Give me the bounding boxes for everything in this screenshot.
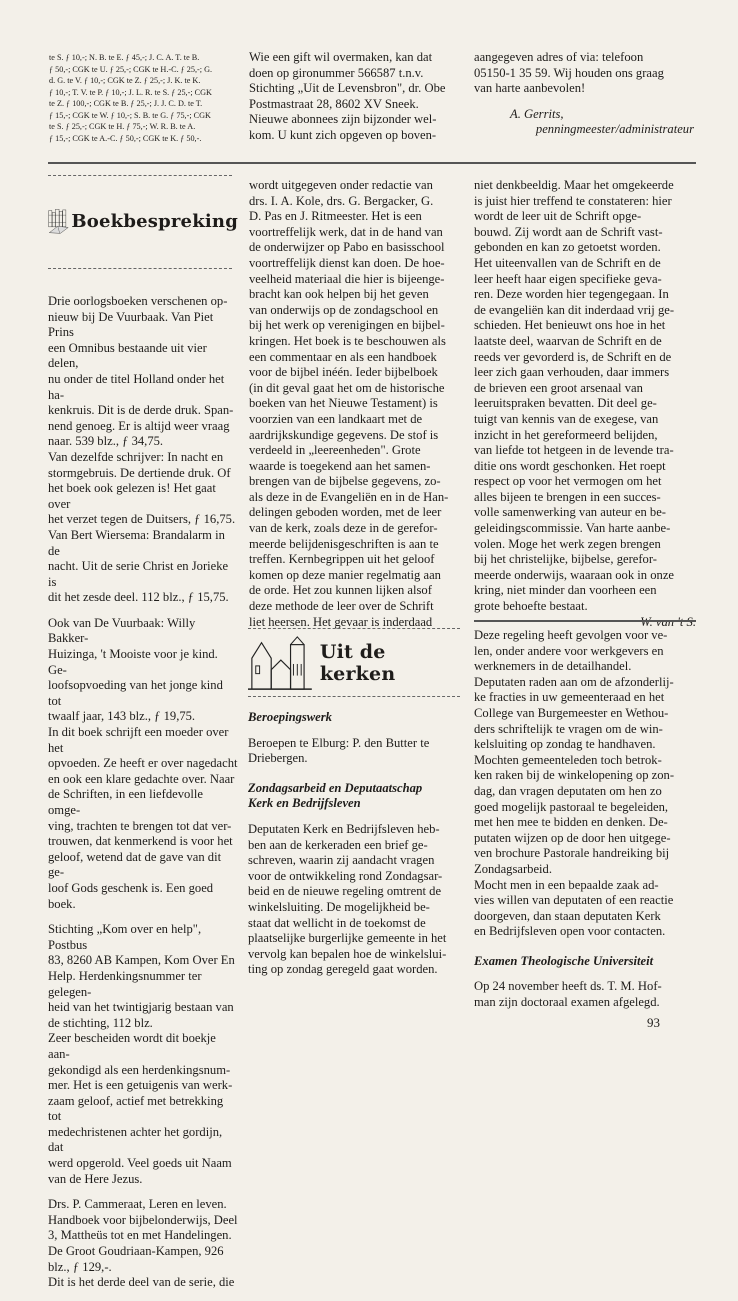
text-line: kenkruis. Dit is de derde druk. Span- xyxy=(48,403,234,418)
text-line: loof Gods geschenk is. Een goed boek. xyxy=(48,880,214,911)
text-line: delingen geboden worden, met de leer xyxy=(249,505,442,520)
donation-line: ƒ 50,-; CGK te U. ƒ 25,-; CGK te H.-C. ƒ 25,-; G. xyxy=(49,64,213,74)
kerken-rule-top xyxy=(248,628,460,629)
text-line: bij het werk op verenigingen en bijbel- xyxy=(249,318,445,333)
text-line: wordt uitgegeven onder redactie van xyxy=(249,178,433,192)
text-line: Mochten gemeenteleden toch betrok- xyxy=(474,752,662,767)
text-line: nu onder de titel Holland onder het ha- xyxy=(48,371,225,402)
text-line: vervolg kan bepalen hoe de winkelslui- xyxy=(248,946,447,961)
text-line: doorgeven, dan staan deputaten Kerk xyxy=(474,908,661,923)
text-line: alles bijeen te brengen in een succes- xyxy=(474,489,661,504)
text-line: de brieven een groot arsenaal van xyxy=(474,380,643,395)
text-line: ben aan de kerkeraden een brief ge- xyxy=(248,837,428,852)
text-line: geleidingscommissie. Van harte aanbe- xyxy=(474,521,671,536)
text-line: In dit boek schrijft een moeder over het xyxy=(48,725,229,755)
boekbespreking-header xyxy=(48,180,238,262)
text-line: een commentaar en als een handboek xyxy=(249,349,437,364)
text-line: drs. I. A. Kole, drs. G. Bergacker, G. xyxy=(249,193,434,208)
giro-notice xyxy=(249,50,464,144)
text-line: Zeer bescheiden wordt dit boekje aan- xyxy=(48,1031,216,1061)
text-line: ven brochure Pastorale handreiking bij xyxy=(474,846,670,861)
text-line: winkelsluiting. De mogelijkheid be- xyxy=(248,899,430,914)
text-line: man zijn doctoraal examen afgelegd. xyxy=(474,995,660,1010)
header-rule-top xyxy=(48,175,232,176)
text-line: ke fracties in uw gemeenteraad en het xyxy=(474,690,665,705)
text-line: ving, trachten te brengen tot dat ver- xyxy=(48,818,232,833)
text-line: inzicht in het gereformeerd belijden, xyxy=(474,427,658,442)
section-title-kerken: Uit de kerken xyxy=(319,641,396,685)
text-line: met hen mee te bidden en denken. De- xyxy=(474,815,668,830)
text-line: Ook van De Vuurbaak: Willy Bakker- xyxy=(48,615,196,646)
text-line: kelsluiting op zondag te handhaven. xyxy=(474,737,656,752)
text-line: aangegeven adres of via: telefoon xyxy=(474,50,644,64)
subheading-zondagsarbeid-1: Zondagsarbeid en Deputaatschap xyxy=(248,780,423,795)
text-line: de Schriften, in een liefdevolle omge- xyxy=(48,787,203,817)
text-line: 05150-1 35 59. Wij houden ons graag xyxy=(474,65,664,80)
text-line: 83, 8260 AB Kampen, Kom Over En xyxy=(48,953,235,968)
text-line: Deze regeling heeft gevolgen voor ve- xyxy=(474,628,668,642)
donation-line: te Z. ƒ 100,-; CGK te B. ƒ 25,-; J. J. C. D. te T. xyxy=(49,99,203,108)
text-line: Het uiteenvallen van de Schrift en de xyxy=(474,255,661,270)
donation-list xyxy=(49,52,239,144)
text-line: meerde belijdenisgeschriften is aan te xyxy=(249,536,439,551)
text-line: leer heeft haar eigen specifieke geva- xyxy=(474,271,662,286)
text-line: bracht kan ook helpen bij het geven xyxy=(249,287,429,302)
text-line: liet heersen. Het gevaar is inderdaad xyxy=(249,614,433,629)
kerken-right-column xyxy=(474,628,696,1011)
text-line: kom. U kunt zich opgeven op boven- xyxy=(249,127,437,142)
text-line: dag, dan vragen deputaten om hen zo xyxy=(474,783,662,798)
text-line: Van dezelfde schrijver: In nacht en xyxy=(48,449,224,464)
text-line: nieuw bij De Vuurbaak. Van Piet Prins xyxy=(48,309,214,340)
contact-notice xyxy=(474,50,694,138)
church-icon xyxy=(248,634,312,692)
text-line: de orde. Het zou kunnen lijken alsof xyxy=(249,583,432,598)
text-line: volen. Moge het werk zegen brengen xyxy=(474,536,661,551)
subheading-zondagsarbeid-2: Kerk en Bedrijfsleven xyxy=(248,796,361,811)
right-divider xyxy=(474,620,696,622)
text-line: staat dat wellicht in de toekomst de xyxy=(248,915,426,930)
section-title-boekbespreking: Boekbespreking xyxy=(71,210,238,232)
text-line: voortreffelijk dienst kan doen. De hoe- xyxy=(249,255,445,270)
text-line: trouwen, dat kenmerkend is voor het xyxy=(48,834,233,849)
text-line: laatste deel, waarvan de Schrift en de xyxy=(474,333,662,348)
signature-name: A. Gerrits, xyxy=(510,106,564,121)
boekbespreking-middle-column xyxy=(249,178,464,630)
donation-line: ƒ 10,-; T. V. te P. ƒ 10,-; J. L. R. te S. ƒ 25,-; CGK xyxy=(49,87,212,97)
text-line: voor de bijbel inéén. Ieder bijbelboek xyxy=(249,365,438,380)
text-line: (in dit geval gaat het om de historische xyxy=(249,380,445,395)
text-line: vies willen van deputaten of een reactie xyxy=(474,893,674,908)
text-line: College van Burgemeester en Wethou- xyxy=(474,705,669,720)
text-line: beid en de nieuwe regeling omtrent de xyxy=(248,884,442,899)
text-line: D. Pas en J. Ritmeester. Het is een xyxy=(249,209,422,224)
text-line: het boek ook gelezen is! Het gaat over xyxy=(48,481,216,511)
review-signature: W. van 't S. xyxy=(640,614,696,629)
text-line: van liefde tot hetgeen in de levende tra- xyxy=(474,443,674,458)
text-line: meerde onderwijs, waaraan ook in onze xyxy=(474,567,675,582)
text-line: van de Here Jezus. xyxy=(48,1171,143,1186)
text-line: veelheid materiaal die hier is bijeenge- xyxy=(249,271,445,286)
text-line: opvoeden. Ze heeft er over nagedacht xyxy=(48,756,238,771)
donation-line: d. G. te V. ƒ 10,-; CGK te Z. ƒ 25,-; J. K. te K. xyxy=(49,76,201,85)
donation-line: te S. ƒ 10,-; N. B. te E. ƒ 45,-; J. C. A. T. te B. xyxy=(49,53,200,62)
text-line: Postmastraat 28, 8602 XV Sneek. xyxy=(249,96,419,111)
text-line: gebonden en kan zo getoetst worden. xyxy=(474,240,661,255)
donation-line: te S. ƒ 25,-; CGK te H. ƒ 75,-; W. R. B. te A. xyxy=(49,122,196,131)
text-line: plaatselijke burgerlijke gemeente in het xyxy=(248,931,447,946)
text-line: Deputaten Kerk en Bedrijfsleven heb- xyxy=(248,821,440,836)
text-line: van onderwijs op de zondagschool en xyxy=(249,302,439,317)
text-line: kring, niet minder dan voorheen een xyxy=(474,583,657,598)
text-line: bouwd. Zij wordt aan de Schrift vast- xyxy=(474,224,663,239)
text-line: aardrijkskundige gegevens. De stof is xyxy=(249,427,439,442)
text-line: blz., ƒ 129,-. xyxy=(48,1259,112,1274)
text-line: brengen van de bijbelse gegevens, zo- xyxy=(249,474,441,489)
text-line: medechristenen achter het gordijn, dat xyxy=(48,1124,223,1155)
donation-line: ƒ 15,-; CGK te A.-C. ƒ 50,-; CGK te K. ƒ 50,-. xyxy=(49,133,202,143)
text-line: Nieuwe abonnees zijn bijzonder wel- xyxy=(249,112,437,127)
text-line: Wie een gift wil overmaken, kan dat xyxy=(249,50,433,64)
text-line: loofsopvoeding van het jonge kind tot xyxy=(48,678,223,708)
text-line: en Bedrijfsleven open voor contacten. xyxy=(474,924,666,939)
text-line: treffen. Kernbegrippen uit het geloof xyxy=(249,552,435,567)
text-line: als deze in de Evangeliën en in de Han- xyxy=(249,489,449,504)
text-line: leeruitspraken bevatten. Dit deel ge- xyxy=(474,396,657,411)
text-line: naar. 539 blz., ƒ 34,75. xyxy=(48,434,164,449)
text-line: kringen. Het boek is te beschouwen als xyxy=(249,333,446,348)
subheading-examen: Examen Theologische Universiteit xyxy=(474,953,654,968)
page-number: 93 xyxy=(647,1015,660,1030)
boekbespreking-left-column xyxy=(48,294,238,1301)
text-line: voor de ontwikkeling rond Zondagsar- xyxy=(248,868,443,883)
text-line: Stichting „Uit de Levensbron", dr. Obe xyxy=(249,81,446,96)
text-line: dit het zesde deel. 112 blz., ƒ 15,75. xyxy=(48,590,229,605)
text-line: nacht. Uit de serie Christ en Jorieke is xyxy=(48,559,229,589)
text-line: Stichting „Kom over en help", Postbus xyxy=(48,922,202,952)
text-line: Help. Herdenkingsnummer ter gelegen- xyxy=(48,968,202,999)
text-line: doen op gironummer 566587 t.n.v. xyxy=(249,65,424,80)
text-line: van harte aanbevolen! xyxy=(474,81,586,96)
text-line: wordt de leer uit de Schrift opge- xyxy=(474,209,642,224)
signature-role: penningmeester/administrateur xyxy=(535,122,694,137)
text-line: putaten wijzen op de door hen uitgege- xyxy=(474,830,671,845)
text-line: Huizinga, 't Mooiste voor je kind. Ge- xyxy=(48,647,218,677)
text-line: stormgebruis. De dertiende druk. Of xyxy=(48,465,231,480)
text-line: Drs. P. Cammeraat, Leren en leven. xyxy=(48,1197,227,1212)
boekbespreking-right-column xyxy=(474,178,696,630)
text-line: twaalf jaar, 143 blz., ƒ 19,75. xyxy=(48,709,196,724)
text-line: bij het christelijke, bijbelse, gerefor- xyxy=(474,552,657,567)
text-line: ders schriftelijk te vragen om de win- xyxy=(474,721,663,736)
text-line: Dit is het derde deel van de serie, die xyxy=(48,1275,235,1290)
text-line: Van Bert Wiersema: Brandalarm in de xyxy=(48,527,225,558)
text-line: schieden. Het benieuwt ons hoe in het xyxy=(474,318,666,333)
text-line: verdeeld in „leereenheden". Grote xyxy=(249,443,421,458)
donation-line: ƒ 15,-; CGK te W. ƒ 10,-; S. B. te G. ƒ 75,-; CGK xyxy=(49,110,211,120)
text-line: heid van het twintigjarig bestaan van xyxy=(48,1000,234,1015)
text-line: voortreffelijk werk, dat in de hand van xyxy=(249,224,443,239)
text-line: ren. Deze worden hier tegengegaan. In xyxy=(474,287,669,302)
books-icon xyxy=(48,181,73,261)
text-line: voorzien van een landkaart met de xyxy=(249,411,423,426)
text-line: waarde is toegekend aan het samen- xyxy=(249,458,431,473)
text-line: werd opgerold. Veel goeds uit Naam xyxy=(48,1156,232,1171)
text-line: de onderwijzer op Pabo en basisschool xyxy=(249,240,445,255)
subheading-beroepingswerk: Beroepingswerk xyxy=(248,710,332,724)
text-line: Driebergen. xyxy=(248,751,308,766)
text-line: volle samenwerking van auteur en be- xyxy=(474,505,666,520)
top-divider xyxy=(48,162,696,164)
text-line: de evangeliën kan dit inderdaad vrij ge- xyxy=(474,302,675,317)
text-line: len, onder andere voor werkgevers en xyxy=(474,643,664,658)
text-line: geloof, wetend dat de gave van dit ge- xyxy=(48,849,222,880)
text-line: mer. Het is een getuigenis van werk- xyxy=(48,1078,233,1093)
text-line: ken raken bij de winkelopening op zon- xyxy=(474,768,675,783)
text-line: gekondigd als een herdenkingsnum- xyxy=(48,1062,231,1077)
text-line: ditie ons wordt geschonken. Het roept xyxy=(474,458,666,473)
text-line: 3, Mattheüs tot en met Handelingen. xyxy=(48,1228,232,1243)
text-line: Op 24 november heeft ds. T. M. Hof- xyxy=(474,979,662,994)
text-line: Deputaten raden aan om de afzonderlij- xyxy=(474,674,674,689)
text-line: Drie oorlogsboeken verschenen op- xyxy=(48,294,228,308)
text-line: deze methode de leer over de Schrift xyxy=(249,599,434,614)
text-line: nend genoeg. Er is altijd weer vraag xyxy=(48,418,230,433)
text-line: De Groot Goudriaan-Kampen, 926 xyxy=(48,1244,224,1259)
text-line: grote behoefte bestaat. xyxy=(474,599,588,614)
text-line: boeken van het Nieuwe Testament) is xyxy=(249,396,438,411)
text-line: Zondagsarbeid. xyxy=(474,861,552,876)
text-line: is juist hier treffend te constateren: hier xyxy=(474,193,672,208)
text-line: zaam geloof, actief met betrekking tot xyxy=(48,1093,224,1124)
text-line: Handboek voor bijbelonderwijs, Deel xyxy=(48,1212,238,1227)
text-line: werknemers in de detailhandel. xyxy=(474,659,632,674)
kerken-middle-column xyxy=(248,710,463,978)
text-line: tuigt van kennis van de exegese, van xyxy=(474,411,659,426)
text-line: komen op deze manier regelmatig aan xyxy=(249,567,441,582)
text-line: respect op voor het vermogen om het xyxy=(474,474,662,489)
text-line: ting op zondag geregeld gaat worden. xyxy=(248,962,438,977)
text-line: Beroepen te Elburg: P. den Butter te xyxy=(248,735,430,750)
kerken-header xyxy=(248,634,463,692)
text-line: reeds ver gevorderd is, de Schrift en de xyxy=(474,349,672,364)
text-line: van de kerk, zoals deze in de gerefor- xyxy=(249,521,438,536)
text-line: Mocht men in een bepaalde zaak ad- xyxy=(474,877,659,892)
text-line: goed mogelijk pastoraal te begeleiden, xyxy=(474,799,669,814)
text-line: niet denkbeeldig. Maar het omgekeerde xyxy=(474,178,674,192)
text-line: een Omnibus bestaande uit vier delen, xyxy=(48,340,207,371)
kerken-rule-bottom xyxy=(248,696,460,697)
text-line: de stichting, 112 blz. xyxy=(48,1015,153,1030)
text-line: schreven, waarin zij aandacht vragen xyxy=(248,853,435,868)
header-rule-bottom xyxy=(48,268,232,269)
text-line: het verzet tegen de Duitsers, ƒ 16,75. xyxy=(48,512,236,527)
text-line: en ook een klare gedachte over. Naar xyxy=(48,771,235,786)
text-line: leer zich gaan verhouden, daar immers xyxy=(474,365,670,380)
